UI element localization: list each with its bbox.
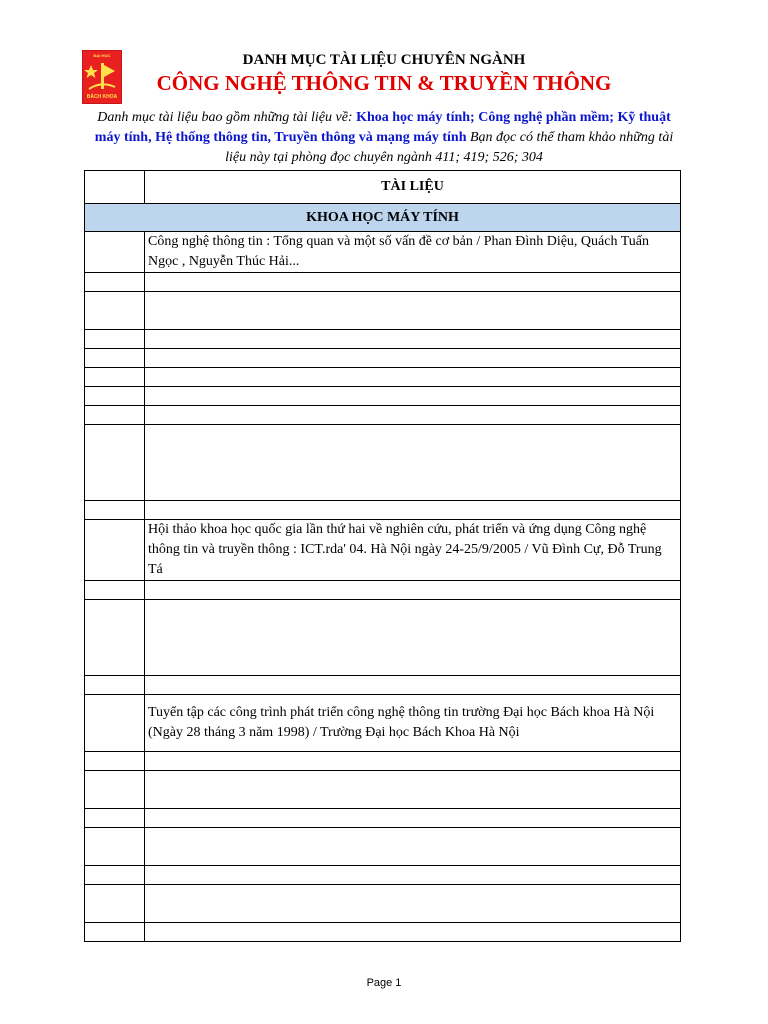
- row-number-cell: [85, 330, 145, 349]
- row-number-cell: [85, 809, 145, 828]
- table-row: [85, 676, 681, 695]
- entry-cell: [145, 828, 681, 866]
- row-number-cell: [85, 600, 145, 676]
- intro-lead: Danh mục tài liệu bao gồm những tài liệu về:: [97, 110, 353, 125]
- table-row: [85, 387, 681, 406]
- table-row: [85, 828, 681, 866]
- entry-cell: [145, 752, 681, 771]
- entry-cell: [145, 581, 681, 600]
- table-row: [85, 581, 681, 600]
- table-row: [85, 885, 681, 923]
- section-label-cell: KHOA HỌC MÁY TÍNH: [85, 204, 681, 232]
- table-row: [85, 866, 681, 885]
- table-row: [85, 406, 681, 425]
- table-row: [85, 771, 681, 809]
- row-number-cell: [85, 232, 145, 273]
- table-row: [85, 923, 681, 942]
- entry-cell: [145, 406, 681, 425]
- row-number-cell: [85, 425, 145, 501]
- row-number-cell: [85, 501, 145, 520]
- entry-cell: [145, 885, 681, 923]
- row-number-cell: [85, 866, 145, 885]
- logo-top-text: ĐẠI HỌC: [93, 53, 111, 58]
- entry-cell: [145, 600, 681, 676]
- row-number-cell: [85, 292, 145, 330]
- entry-cell: [145, 501, 681, 520]
- table-row: [85, 520, 681, 581]
- entry-cell: [145, 425, 681, 501]
- table-row: [85, 330, 681, 349]
- table-header-row: [85, 171, 681, 204]
- row-number-cell: [85, 520, 145, 581]
- logo-bottom-text: BÁCH KHOA: [86, 94, 118, 100]
- header-label-cell: TÀI LIỆU: [145, 171, 681, 204]
- table-row: [85, 232, 681, 273]
- intro-paragraph: [84, 108, 684, 168]
- row-number-cell: [85, 752, 145, 771]
- entry-cell: [145, 349, 681, 368]
- document-subtitle: CÔNG NGHỆ THÔNG TIN & TRUYỀN THÔNG: [156, 71, 612, 95]
- table-row: [85, 368, 681, 387]
- entry-cell: Tuyển tập các công trình phát triển công nghệ thông tin trường Đại học Bách khoa Hà Nội (Ngày 28 tháng 3 năm 1998) / Trường Đại học Bách Khoa Hà Nội: [145, 695, 681, 752]
- section-row: [85, 204, 681, 232]
- header-number-cell: [85, 171, 145, 204]
- entry-cell: [145, 273, 681, 292]
- row-number-cell: [85, 771, 145, 809]
- table-row: [85, 273, 681, 292]
- entry-cell: [145, 292, 681, 330]
- table-row: [85, 349, 681, 368]
- table-row: [85, 425, 681, 501]
- document-title: DANH MỤC TÀI LIỆU CHUYÊN NGÀNH: [242, 52, 526, 68]
- entry-cell: [145, 771, 681, 809]
- entry-cell: [145, 866, 681, 885]
- entry-cell: [145, 676, 681, 695]
- row-number-cell: [85, 828, 145, 866]
- table-row: [85, 292, 681, 330]
- row-number-cell: [85, 923, 145, 942]
- page-number: Page 1: [366, 977, 402, 989]
- row-number-cell: [85, 349, 145, 368]
- intro-tail: Bạn đọc có thể tham khảo những tài liệu này tại phòng đọc chuyên ngành 411; 419; 526; 304: [225, 130, 674, 165]
- row-number-cell: [85, 273, 145, 292]
- row-number-cell: [85, 885, 145, 923]
- row-number-cell: [85, 695, 145, 752]
- intro-topics: Khoa học máy tính; Công nghệ phần mềm; Kỹ thuật máy tính, Hệ thống thông tin, Truyền thông và mạng máy tính: [94, 110, 671, 145]
- entry-cell: [145, 923, 681, 942]
- documents-table: [84, 170, 681, 942]
- row-number-cell: [85, 387, 145, 406]
- entry-cell: Công nghệ thông tin : Tổng quan và một số vấn đề cơ bản / Phan Đình Diệu, Quách Tuấn Ngọc , Nguyễn Thúc Hải...: [145, 232, 681, 273]
- entry-cell: [145, 809, 681, 828]
- entry-cell: [145, 387, 681, 406]
- row-number-cell: [85, 581, 145, 600]
- table-row: [85, 501, 681, 520]
- entry-cell: [145, 330, 681, 349]
- row-number-cell: [85, 406, 145, 425]
- table-row: [85, 809, 681, 828]
- row-number-cell: [85, 676, 145, 695]
- table-row: [85, 600, 681, 676]
- row-number-cell: [85, 368, 145, 387]
- table-row: [85, 695, 681, 752]
- entry-cell: Hội thảo khoa học quốc gia lần thứ hai về nghiên cứu, phát triển và ứng dụng Công nghệ thông tin và truyền thông : ICT.rda' 04. Hà Nội ngày 24-25/9/2005 / Vũ Đình Cự, Đỗ Trung Tá: [145, 520, 681, 581]
- table-row: [85, 752, 681, 771]
- entry-cell: [145, 368, 681, 387]
